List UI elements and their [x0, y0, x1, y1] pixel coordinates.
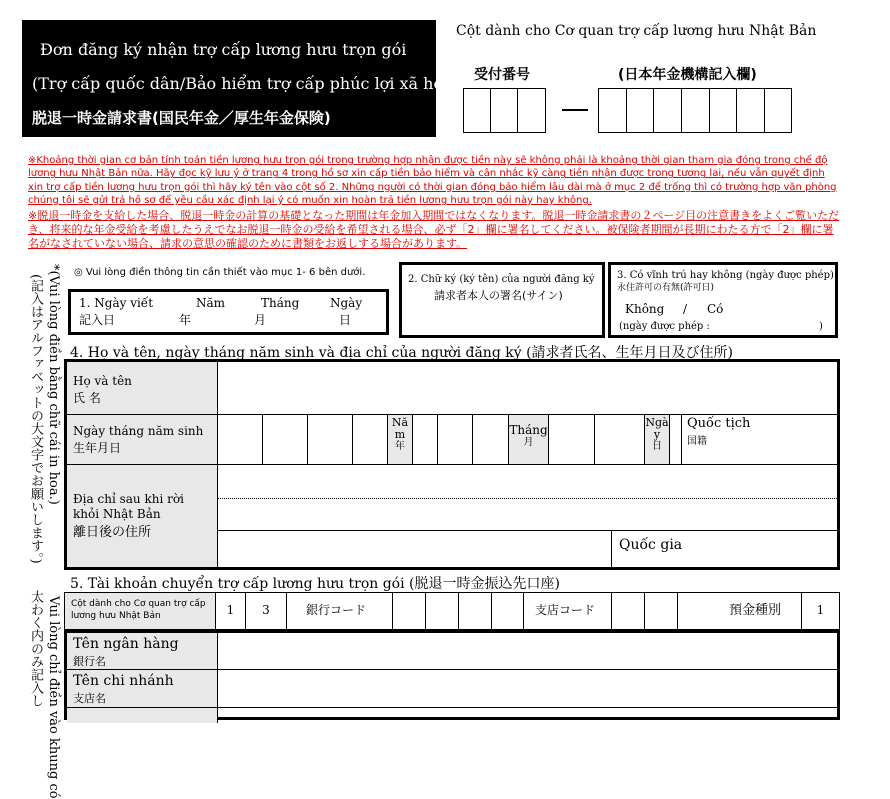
dob-cell-divider — [352, 414, 353, 464]
title-vietnamese-line-2: (Trợ cấp quốc dân/Bảo hiểm trợ cấp phúc lợi xã hội) — [32, 74, 455, 93]
notice-vietnamese: ※Khoảng thời gian cơ bản tính toán tiền lương hưu trọn gói trong trường hợp nhận được tiền này sẽ không phải là khoảng thời gian tham gia đóng trong chế độ lương hưu Nhật Bản nữa. Hãy đọc kỹ lưu ý ở trang 4 trong hồ sơ xin cấp tiền bảo hiểm và cân nhắc kỹ càng tiền nhận được trong tương lai, nếu vẫn quyết định xin trợ cấp tiền lương hưu trọn gói thì hãy ký tên vào cột số 2. Những người có thời gian đóng bảo hiểm lâu dài mà ở mục 2 để trống thì có trường hợp văn phòng chúng tôi sẽ gửi trả hồ sơ để yêu cầu xác định lại ý có muốn xin hoàn trả tiền lương hưu trọn gói này hay không. — [28, 155, 837, 206]
deposit-type-value: 1 — [816, 603, 825, 617]
branch-name-label-vi: Tên chi nhánh — [73, 673, 174, 689]
dob-year-vi: Nă m — [391, 416, 409, 441]
form-title-block — [22, 20, 455, 137]
dob-cell-divider — [472, 414, 473, 464]
bank-details-box — [64, 630, 840, 720]
cell-divider — [286, 593, 287, 629]
code-digit-2: 3 — [262, 603, 270, 617]
month-label-vi: Tháng — [261, 296, 300, 310]
cell-divider — [677, 593, 678, 629]
dob-cell-divider — [262, 414, 263, 464]
dob-year-label-cell — [388, 415, 413, 464]
dob-day-label-cell — [645, 415, 670, 464]
side-note-japanese-2: 太わく内のみ記入し — [28, 590, 43, 707]
receipt-dash — [562, 109, 588, 111]
month-label-jp: 月 — [254, 313, 267, 327]
bank-name-label-jp: 銀行名 — [73, 655, 106, 668]
dob-cell-divider — [437, 414, 438, 464]
receipt-digit-cell[interactable] — [626, 88, 654, 133]
side-note-japanese-1: (記入はアルファベットの大文字でお願いします。) — [28, 274, 43, 564]
notice-japanese: ※脱退一時金を支給した場合、脱退一時金の計算の基礎となった期間は年金加入期間ではなくなります。脱退一時金請求書の２ページ目の注意書きをよくご覧いただき、将来的な年金受給を考慮したうえでなお脱退一時金の受給を希望される場合、必ず「2」欄に署名してください。被保険者期間が長期にわたる方で「2」欄に署名がなされていない場合、請求の意思の確認のために書類をお返しする場合があります。 — [28, 209, 840, 250]
receipt-digit-cell[interactable] — [736, 88, 765, 133]
dob-cell-divider — [307, 414, 308, 464]
agency-col-cell — [65, 593, 216, 629]
section-1-write-date[interactable] — [68, 289, 389, 335]
dob-label-jp: 生年月日 — [73, 441, 122, 455]
code-digit-1: 1 — [226, 603, 235, 617]
dob-month-jp: 月 — [523, 437, 534, 448]
branch-name-label-jp: 支店名 — [73, 692, 106, 705]
cell-divider — [392, 593, 393, 629]
section-3-label-vi: 3. Có vĩnh trú hay không (ngày được phép) — [617, 270, 834, 281]
deposit-type-label: 預金種別 — [729, 603, 782, 618]
section-2-label-vi: 2. Chữ ký (ký tên) của người đăng ký — [408, 274, 595, 285]
fill-instruction: ◎ Vui lòng điền thông tin cần thiết vào mục 1- 6 bên dưới. — [74, 267, 366, 278]
permit-date-prefix: (ngày được phép : — [619, 321, 710, 332]
address-divider — [218, 530, 837, 531]
day-label-jp: 日 — [339, 313, 352, 327]
cell-divider — [458, 593, 459, 629]
row-divider — [67, 414, 837, 415]
receipt-digit-cell[interactable] — [764, 88, 792, 133]
section-4-applicant-info — [64, 359, 840, 570]
nationality-label-jp: 国籍 — [687, 436, 707, 447]
name-label-jp: 氏 名 — [73, 391, 101, 405]
option-no[interactable]: Không — [625, 302, 665, 316]
section-3-label-jp: 永住許可の有無(許可日) — [617, 283, 715, 293]
cell-divider — [491, 593, 492, 629]
section-3-permanent-residency[interactable] — [608, 262, 838, 338]
dob-cell-divider — [681, 414, 682, 464]
bank-code-row — [64, 592, 840, 630]
receipt-digit-cell[interactable] — [490, 88, 518, 133]
country-divider — [611, 530, 612, 567]
bank-name-label-vi: Tên ngân hàng — [73, 636, 179, 652]
side-note-vietnamese-2: Vui lòng chỉ điền vào khung có — [46, 596, 61, 799]
nationality-label-vi: Quốc tịch — [687, 416, 751, 431]
section-2-signature[interactable] — [399, 262, 605, 338]
name-input[interactable] — [218, 362, 837, 414]
dob-month-label-cell — [508, 415, 549, 464]
receipt-number-label: 受付番号 — [474, 67, 530, 83]
branch-name-input[interactable] — [218, 670, 837, 706]
cell-divider — [523, 593, 524, 629]
agency-entry-label: (日本年金機構記入欄) — [618, 67, 757, 83]
title-japanese: 脱退一時金請求書(国民年金／厚生年金保険) — [32, 109, 331, 127]
address-label-vi: Địa chỉ sau khi rời khỏi Nhật Bản — [73, 492, 184, 521]
country-label: Quốc gia — [619, 537, 683, 553]
dob-day-vi: Ngà y — [645, 416, 669, 441]
cell-divider — [611, 593, 612, 629]
address-input[interactable] — [218, 465, 837, 530]
row-divider — [67, 707, 837, 708]
section-1-label-vi: 1. Ngày viết — [79, 296, 154, 310]
option-separator: / — [683, 302, 688, 316]
agency-column-heading: Cột dành cho Cơ quan trợ cấp lương hưu Nhật Bản — [456, 23, 817, 39]
option-yes[interactable]: Có — [707, 302, 724, 316]
address-label-jp: 離日後の住所 — [73, 525, 152, 540]
section-4-title: 4. Họ và tên, ngày tháng năm sinh và địa chỉ của người đăng ký (請求者氏名、生年月日及び住所) — [70, 345, 734, 361]
branch-code-label: 支店コード — [535, 603, 596, 617]
cell-divider — [425, 593, 426, 629]
receipt-digit-cell[interactable] — [653, 88, 682, 133]
receipt-digit-cell[interactable] — [517, 88, 546, 133]
receipt-digit-cell[interactable] — [463, 88, 491, 133]
receipt-digit-cell[interactable] — [681, 88, 710, 133]
agency-col-label: Cột dành cho Cơ quan trợ cấp lương hưu Nhật Bản — [71, 599, 206, 621]
dob-year-jp: 年 — [395, 441, 405, 452]
permit-date-suffix: ) — [819, 321, 823, 332]
cell-divider — [644, 593, 645, 629]
title-vietnamese-line-1: Đơn đăng ký nhận trợ cấp lương hưu trọn gói — [40, 40, 407, 59]
bank-code-label: 銀行コード — [306, 603, 367, 617]
year-label-jp: 年 — [179, 313, 192, 327]
name-label-vi: Họ và tên — [73, 374, 132, 388]
year-label-vi: Năm — [196, 296, 226, 310]
dob-day-jp: 日 — [652, 441, 662, 452]
dob-month-vi: Tháng — [509, 423, 548, 437]
section-1-label-jp: 記入日 — [79, 313, 116, 327]
section-2-label-jp: 請求者本人の署名(サイン) — [434, 289, 563, 302]
bank-name-input[interactable] — [218, 633, 837, 669]
receipt-digit-cell[interactable] — [709, 88, 737, 133]
day-label-vi: Ngày — [330, 296, 363, 310]
side-note-vietnamese-1: *(Vui lòng điền bằng chữ cái in hoa.) — [46, 264, 61, 505]
dob-label-vi: Ngày tháng năm sinh — [73, 424, 204, 438]
section-5-title: 5. Tài khoản chuyển trợ cấp lương hưu trọn gói (脱退一時金振込先口座) — [70, 576, 560, 592]
dob-cell-divider — [594, 414, 595, 464]
receipt-digit-cell[interactable] — [598, 88, 627, 133]
